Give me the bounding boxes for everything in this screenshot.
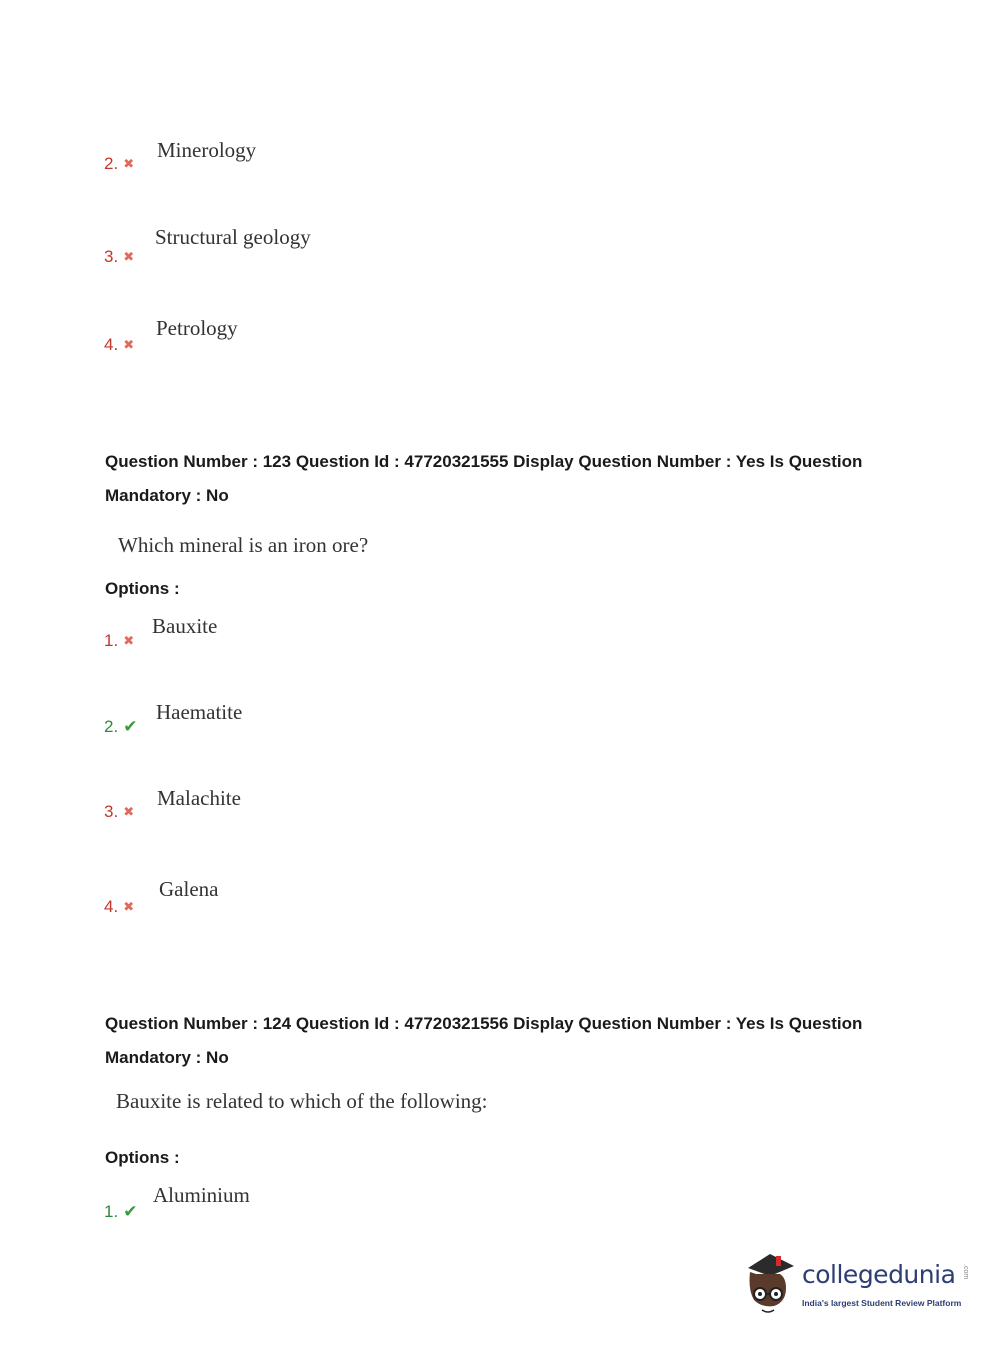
question-meta-mandatory: Mandatory : No [105,486,229,505]
cross-icon: ✖ [123,156,135,171]
brand-logo [740,1250,980,1320]
cross-icon: ✖ [123,249,135,264]
question-meta: Question Number : 123 Question Id : 47720321555 Display Question Number : Yes Is Question [105,452,863,471]
option-text: Bauxite [152,614,218,638]
logo-tagline: India's largest Student Review Platform [802,1298,962,1308]
option-number: 1. [104,631,119,650]
cross-icon: ✖ [123,633,135,648]
question-text: Which mineral is an iron ore? [118,533,369,557]
option-2-prev [104,154,134,174]
option-text: Minerology [157,138,257,162]
option-text: Haematite [156,700,243,724]
question-meta: Question Number : 124 Question Id : 47720321556 Display Question Number : Yes Is Question [105,1014,863,1033]
option-number: 4. [104,897,119,916]
option-number: 4. [104,335,119,354]
option-text: Galena [159,877,219,901]
option-1 [104,631,134,651]
question-meta-mandatory: Mandatory : No [105,1048,229,1067]
option-text: Aluminium [153,1183,250,1207]
option-text: Malachite [157,786,241,810]
option-number: 1. [104,1202,119,1221]
cross-icon: ✖ [123,899,135,914]
option-number: 2. [104,717,119,736]
mascot-icon [740,1250,800,1318]
option-3 [104,802,134,822]
option-number: 3. [104,247,119,266]
logo-name: collegedunia [802,1260,956,1289]
option-number: 3. [104,802,119,821]
option-text: Petrology [156,316,238,340]
options-label: Options : [105,579,180,598]
cross-icon: ✖ [123,804,135,819]
options-label: Options : [105,1148,180,1167]
option-4 [104,897,134,917]
option-2 [104,717,137,737]
option-4-prev [104,335,134,355]
option-number: 2. [104,154,119,173]
option-3-prev [104,247,134,267]
logo-tld: .com [962,1264,969,1280]
check-icon: ✔ [123,1202,138,1221]
check-icon: ✔ [123,717,138,736]
question-text: Bauxite is related to which of the following: [116,1089,488,1113]
cross-icon: ✖ [123,337,135,352]
option-text: Structural geology [155,225,311,249]
option-1 [104,1202,137,1222]
